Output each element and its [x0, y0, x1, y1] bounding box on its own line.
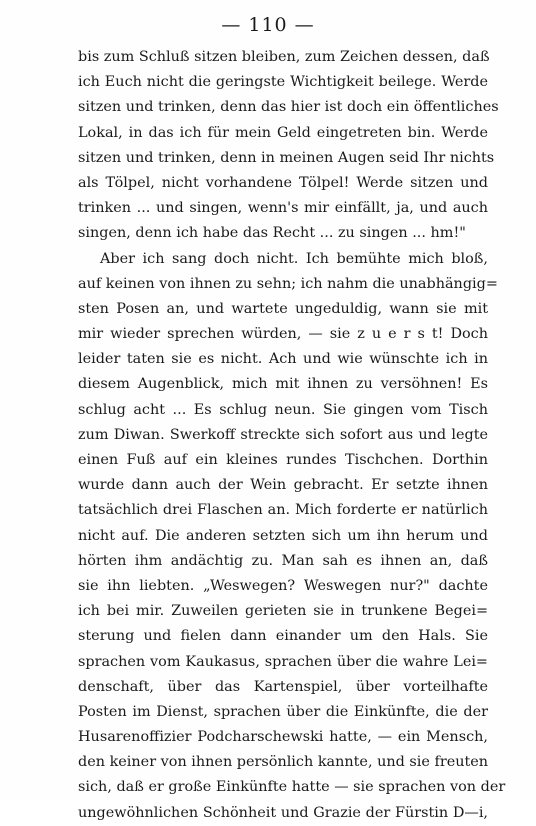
text-line: sie ihn liebten. „Weswegen? Weswegen nur?" dachte — [78, 577, 488, 594]
body-text — [78, 45, 506, 826]
text-line: Posten im Dienst, sprachen über die Einkünfte, die der — [78, 703, 488, 720]
text-line: diesem Augenblick, mich mit ihnen zu versöhnen! Es — [78, 376, 488, 393]
text-line: sich, daß er große Einkünfte hatte — sie sprachen von der — [78, 779, 506, 796]
text-line: hörten ihm andächtig zu. Man sah es ihnen an, daß — [78, 552, 488, 569]
text-line: sitzen und trinken, denn das hier ist doch ein öffentliches — [78, 99, 499, 116]
text-line: als Tölpel, nicht vorhandene Tölpel! Werde sitzen und — [78, 174, 488, 191]
text-line: den keiner von ihnen persönlich kannte, und sie freuten — [78, 754, 489, 771]
text-line: denschaft, über das Kartenspiel, über vorteilhafte — [78, 678, 488, 695]
paragraph-start-line: Aber ich sang doch nicht. Ich bemühte mich bloß, — [100, 250, 488, 267]
text-line: ich bei mir. Zuweilen gerieten sie in trunkene Begei= — [78, 603, 488, 620]
text-line: sprachen vom Kaukasus, sprachen über die wahre Lei= — [78, 653, 488, 670]
text-line: ich Euch nicht die geringste Wichtigkeit beilege. Werde — [78, 74, 488, 91]
text-line: trinken ... und singen, wenn's mir einfällt, ja, und auch — [78, 200, 488, 217]
text-line: sitzen und trinken, denn in meinen Augen seid Ihr nichts — [78, 149, 495, 166]
text-line: sterung und fielen dann einander um den Hals. Sie — [78, 628, 488, 645]
page-number: — 110 — — [221, 14, 315, 36]
text-line: mir wieder sprechen würden, — sie z u e r s t! Doch — [78, 326, 488, 343]
text-line: auf keinen von ihnen zu sehn; ich nahm die unabhängig= — [78, 275, 498, 292]
text-line: wurde dann auch der Wein gebracht. Er setzte ihnen — [78, 477, 488, 494]
text-line: einen Fuß auf ein kleines rundes Tischchen. Dorthin — [78, 452, 488, 468]
text-line: bis zum Schluß sitzen bleiben, zum Zeichen dessen, daß — [78, 49, 490, 65]
text-line: schlug acht ... Es schlug neun. Sie gingen vom Tisch — [78, 401, 488, 418]
text-line: singen, denn ich habe das Recht ... zu singen ... hm!" — [78, 225, 466, 242]
text-line: Lokal, in das ich für mein Geld eingetreten bin. Werde — [78, 124, 488, 141]
text-line: Husarenoffizier Podcharschewski hatte, — ein Mensch, — [78, 729, 488, 746]
text-line: ungewöhnlichen Schönheit und Grazie der Fürstin D—i, — [78, 804, 488, 821]
text-line: nicht auf. Die anderen setzten sich um ihn herum und — [78, 527, 488, 544]
text-line: tatsächlich drei Flaschen an. Mich forderte er natürlich — [78, 502, 488, 519]
text-line: sten Posen an, und wartete ungeduldig, wann sie mit — [78, 300, 488, 317]
text-line: zum Diwan. Swerkoff streckte sich sofort aus und legte — [78, 426, 488, 443]
text-line: leider taten sie es nicht. Ach und wie wünschte ich in — [78, 351, 488, 368]
